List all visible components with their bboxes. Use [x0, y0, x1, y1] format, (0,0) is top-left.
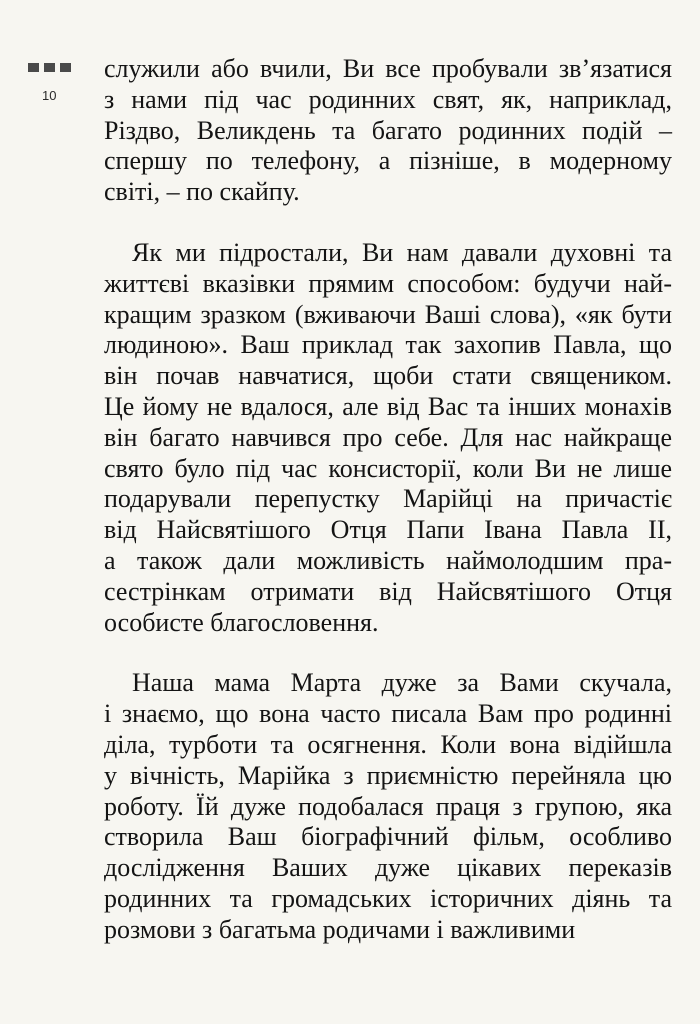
text-line: від Найсвятішого Отця Папи Івана Павла II, [104, 515, 672, 545]
text-line: він багато навчився про себе. Для нас найкраще [104, 422, 672, 452]
text-line: родинних та громадських історичних діянь та [104, 883, 672, 913]
text-line: Це йому не вдалося, але від Вас та інших монахів [104, 391, 672, 421]
text-line: свято було під час консисторії, коли Ви не лише [104, 453, 672, 483]
text-line: дослідження Ваших дуже цікавих переказів [104, 853, 672, 883]
text-line: розмови з багатьма родичами і важливими [104, 914, 576, 944]
marker-square [28, 63, 39, 72]
text-line: кращим зразком (вживаючи Ваші слова), «як бути [104, 299, 672, 329]
page-number: 10 [42, 88, 57, 103]
body-text [104, 54, 672, 946]
marker-square [60, 63, 71, 72]
marker-square [44, 63, 55, 72]
text-line: роботу. Їй дуже подобалася праця з групою, яка [104, 791, 672, 821]
text-line: життєві вказівки прямим способом: будучи най- [104, 268, 672, 298]
text-line: Як ми підростали, Ви нам давали духовні та [132, 237, 672, 267]
text-line: Наша мама Марта дуже за Вами скучала, [132, 668, 672, 698]
text-line: діла, турботи та осягнення. Коли вона відійшла [104, 729, 672, 759]
text-line: спершу по телефону, а пізніше, в модерному [104, 146, 672, 176]
section-marker [28, 63, 71, 72]
text-line: служили або вчили, Ви все пробували зв’язатися [104, 54, 672, 83]
paragraph [104, 238, 672, 638]
text-line: сестрінкам отримати від Найсвятішого Отця [104, 576, 672, 606]
text-line: людиною». Ваш приклад так захопив Павла, що [104, 330, 672, 360]
text-line: у вічність, Марійка з приємністю перейняла цю [104, 760, 672, 790]
text-line: подарували перепустку Марійці на причастіє [104, 484, 672, 514]
text-line: і знаємо, що вона часто писала Вам про родинні [104, 699, 672, 729]
text-line: з нами під час родинних свят, як, наприклад, [104, 84, 672, 114]
text-line: Різдво, Великдень та багато родинних подій – [104, 115, 672, 145]
text-line: він почав навчатися, щоби стати священиком. [104, 361, 672, 391]
paragraph [104, 54, 672, 208]
text-line: особисте благословення. [104, 607, 379, 637]
text-line: створила Ваш біографічний фільм, особливо [104, 822, 672, 852]
text-line: а також дали можливість наймолодшим пра- [104, 545, 672, 575]
text-line: світі, – по скайпу. [104, 177, 300, 207]
paragraph [104, 668, 672, 945]
